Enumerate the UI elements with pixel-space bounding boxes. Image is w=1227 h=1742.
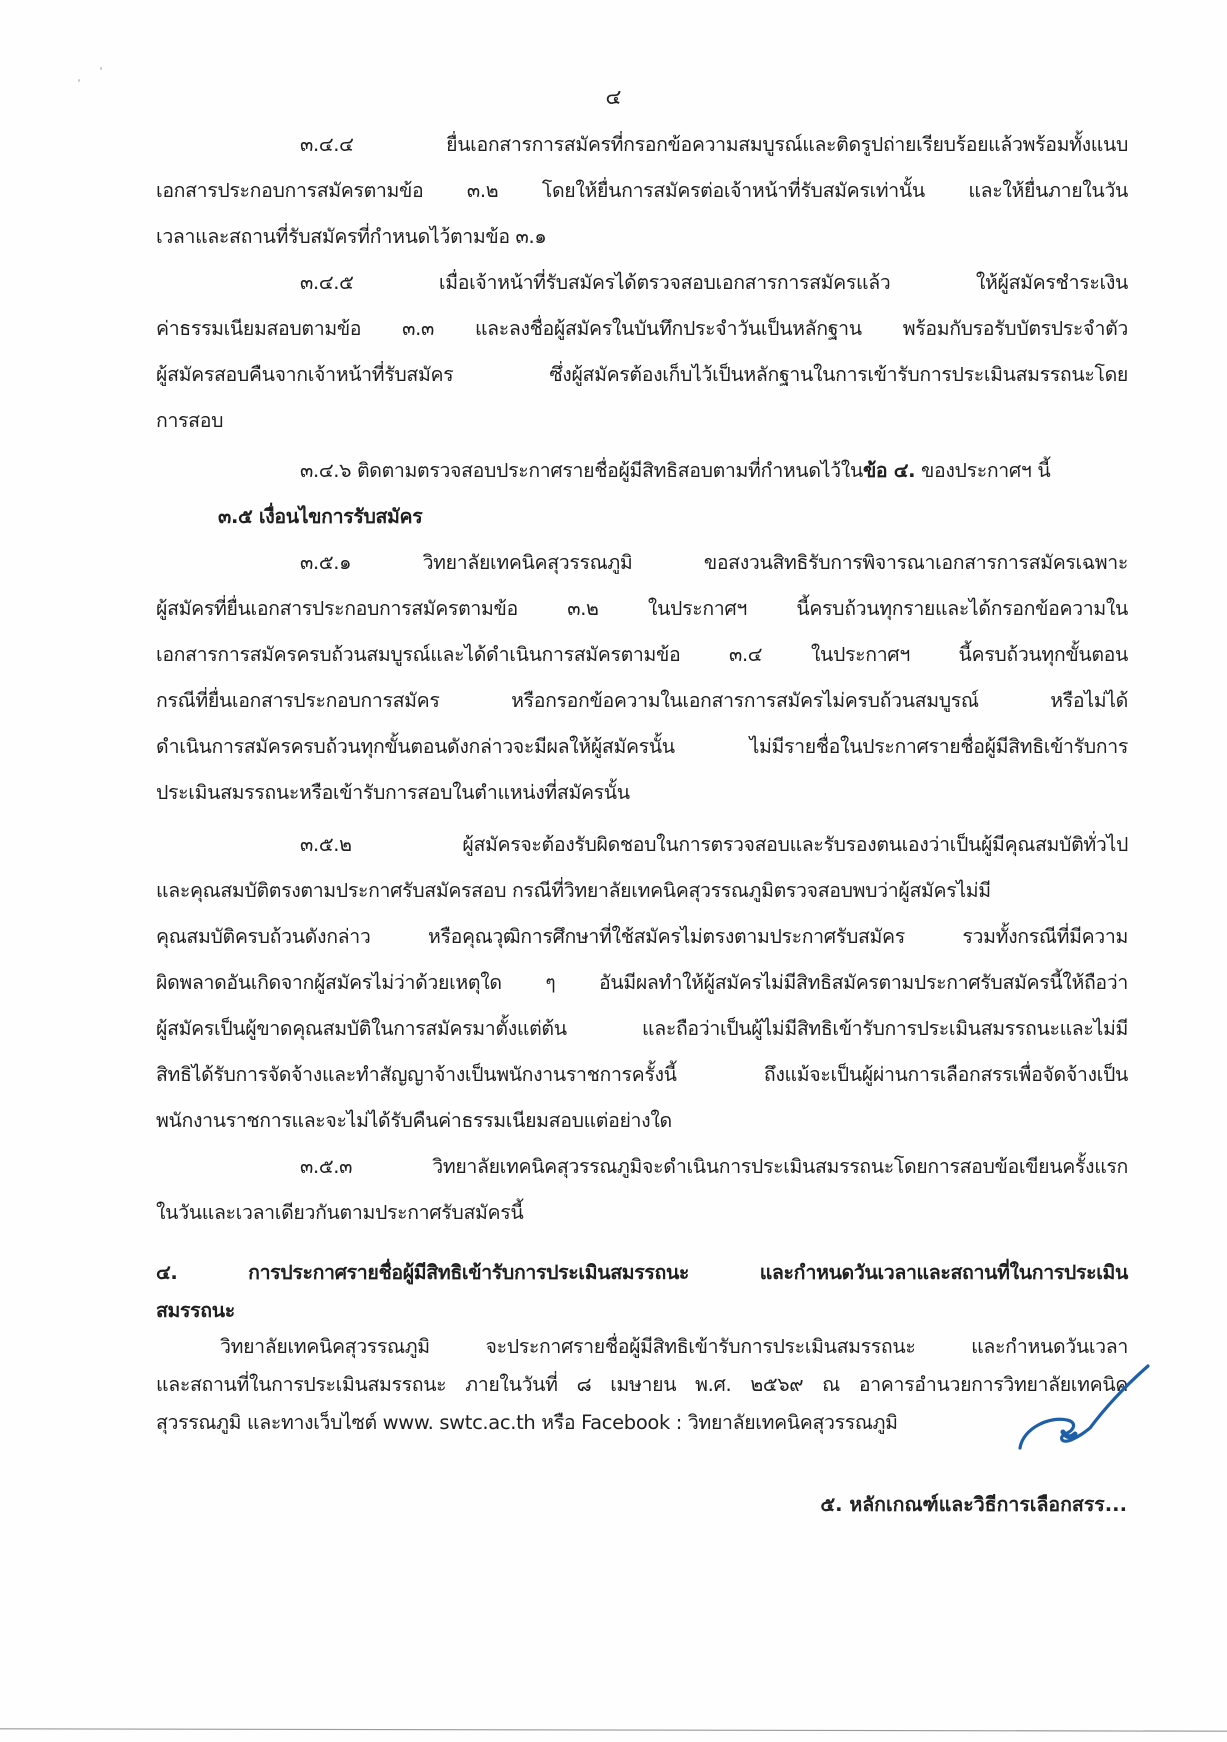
- paragraph-3-4-5-line-1: ๓.๔.๕ เมื่อเจ้าหน้าที่รับสมัครได้ตรวจสอบเอกสารการสมัครแล้ว ให้ผู้สมัครชำระเงิน: [300, 271, 1128, 294]
- paragraph-3-5-2-line-1: ๓.๕.๒ ผู้สมัครจะต้องรับผิดชอบในการตรวจสอบและรับรองตนเองว่าเป็นผู้มีคุณสมบัติทั่วไป: [300, 833, 1128, 856]
- paragraph-3-5-1-line-6: ประเมินสมรรถนะหรือเข้ารับการสอบในตำแหน่งที่สมัครนั้น: [156, 781, 630, 804]
- paragraph-3-5-2-line-3: คุณสมบัติครบถ้วนดังกล่าว หรือคุณวุฒิการศึกษาที่ใช้สมัครไม่ตรงตามประกาศรับสมัคร รวมทั้งกรณีที่มีความ: [156, 925, 1128, 948]
- paragraph-3-5-1-line-2: ผู้สมัครที่ยื่นเอกสารประกอบการสมัครตามข้อ ๓.๒ ในประกาศฯ นี้ครบถ้วนทุกรายและได้กรอกข้อความใน: [156, 597, 1128, 620]
- paragraph-3-5-2-line-7: พนักงานราชการและจะไม่ได้รับคืนค่าธรรมเนียมสอบแต่อย่างใด: [156, 1109, 672, 1132]
- paragraph-3-5-2-line-4: ผิดพลาดอันเกิดจากผู้สมัครไม่ว่าด้วยเหตุใด ๆ อันมีผลทำให้ผู้สมัครไม่มีสิทธิสมัครตามประกาศรับสมัครนี้ให้ถือว่า: [156, 971, 1128, 994]
- signature-mark: [1005, 1358, 1155, 1458]
- paragraph-3-5-1-line-3: เอกสารการสมัครครบถ้วนสมบูรณ์และได้ดำเนินการสมัครตามข้อ ๓.๔ ในประกาศฯ นี้ครบถ้วนทุกขั้นตอน: [156, 643, 1128, 666]
- paragraph-3-4-5-line-2: ค่าธรรมเนียมสอบตามข้อ ๓.๓ และลงชื่อผู้สมัครในบันทึกประจำวันเป็นหลักฐาน พร้อมกับรอรับบัตรประจำตัว: [156, 317, 1128, 340]
- section-4-body-line-3: สุวรรณภูมิ และทางเว็บไซต์ www. swtc.ac.th หรือ Facebook : วิทยาลัยเทคนิคสุวรรณภูมิ: [156, 1411, 898, 1434]
- section-3-5-heading: ๓.๕ เงื่อนไขการรับสมัคร: [218, 505, 423, 528]
- paragraph-3-5-3-line-2: ในวันและเวลาเดียวกันตามประกาศรับสมัครนี้: [156, 1201, 524, 1224]
- scan-edge-line: [0, 1728, 1227, 1732]
- paragraph-3-5-3-line-1: ๓.๕.๓ วิทยาลัยเทคนิคสุวรรณภูมิจะดำเนินการประเมินสมรรถนะโดยการสอบข้อเขียนครั้งแรก: [300, 1155, 1128, 1178]
- page-number: ๔: [605, 85, 622, 109]
- paragraph-3-4-6-text: ๓.๔.๖ ติดตามตรวจสอบประกาศรายชื่อผู้มีสิทธิสอบตามที่กำหนดไว้ใน: [300, 459, 863, 482]
- paragraph-3-4-4-line-3: เวลาและสถานที่รับสมัครที่กำหนดไว้ตามข้อ ๓.๑: [156, 225, 547, 248]
- paragraph-3-5-2-line-6: สิทธิได้รับการจัดจ้างและทำสัญญาจ้างเป็นพนักงานราชการครั้งนี้ ถึงแม้จะเป็นผู้ผ่านการเลือกสรรเพื่อจัดจ้างเป็น: [156, 1063, 1128, 1086]
- paragraph-3-4-5-line-3: ผู้สมัครสอบคืนจากเจ้าหน้าที่รับสมัคร ซึ่งผู้สมัครต้องเก็บไว้เป็นหลักฐานในการเข้ารับการประเมินสมรรถนะโดย: [156, 363, 1128, 386]
- next-page-reference: ๕. หลักเกณฑ์และวิธีการเลือกสรร...: [820, 1493, 1127, 1516]
- paragraph-3-4-6-bold-ref: ข้อ ๔.: [862, 459, 916, 482]
- paragraph-3-4-4-line-2: เอกสารประกอบการสมัครตามข้อ ๓.๒ โดยให้ยื่นการสมัครต่อเจ้าหน้าที่รับสมัครเท่านั้น และให้ยื่นภายในวัน: [156, 179, 1128, 202]
- section-4-body-line-2: และสถานที่ในการประเมินสมรรถนะ ภายในวันที่ ๘ เมษายน พ.ศ. ๒๕๖๙ ณ อาคารอำนวยการวิทยาลัยเทคนิค: [156, 1373, 1128, 1396]
- paragraph-3-4-5-line-4: การสอบ: [156, 409, 224, 432]
- scan-speck: [100, 67, 102, 70]
- paragraph-3-5-1-line-1: ๓.๕.๑ วิทยาลัยเทคนิคสุวรรณภูมิ ขอสงวนสิทธิรับการพิจารณาเอกสารการสมัครเฉพาะ: [300, 551, 1128, 574]
- paragraph-3-5-2-line-5: ผู้สมัครเป็นผู้ขาดคุณสมบัติในการสมัครมาตั้งแต่ต้น และถือว่าเป็นผู้ไม่มีสิทธิเข้ารับการประเมินสมรรถนะและไม่มี: [156, 1017, 1128, 1040]
- paragraph-3-4-4-line-1: ๓.๔.๔ ยื่นเอกสารการสมัครที่กรอกข้อความสมบูรณ์และติดรูปถ่ายเรียบร้อยแล้วพร้อมทั้งแนบ: [300, 133, 1128, 156]
- paragraph-3-4-6-tail: ของประกาศฯ นี้: [915, 459, 1051, 482]
- paragraph-3-5-2-line-2: และคุณสมบัติตรงตามประกาศรับสมัครสอบ กรณีที่วิทยาลัยเทคนิคสุวรรณภูมิตรวจสอบพบว่าผู้สมัครไม่มี: [156, 879, 991, 902]
- paragraph-3-5-1-line-4: กรณีที่ยื่นเอกสารประกอบการสมัคร หรือกรอกข้อความในเอกสารการสมัครไม่ครบถ้วนสมบูรณ์ หรือไม่ได้: [156, 689, 1128, 712]
- section-4-heading-line-1: ๔. การประกาศรายชื่อผู้มีสิทธิเข้ารับการประเมินสมรรถนะ และกำหนดวันเวลาและสถานที่ในการประเมิน: [156, 1261, 1128, 1284]
- section-4-body-line-1: วิทยาลัยเทคนิคสุวรรณภูมิ จะประกาศรายชื่อผู้มีสิทธิเข้ารับการประเมินสมรรถนะ และกำหนดวันเวลา: [220, 1335, 1128, 1358]
- paragraph-3-5-1-line-5: ดำเนินการสมัครครบถ้วนทุกขั้นตอนดังกล่าวจะมีผลให้ผู้สมัครนั้น ไม่มีรายชื่อในประกาศรายชื่อผู้มีสิทธิเข้ารับการ: [156, 735, 1128, 758]
- scan-speck: [78, 79, 80, 82]
- section-4-heading-line-2: สมรรถนะ: [156, 1299, 235, 1322]
- paragraph-3-4-6: [300, 456, 1128, 486]
